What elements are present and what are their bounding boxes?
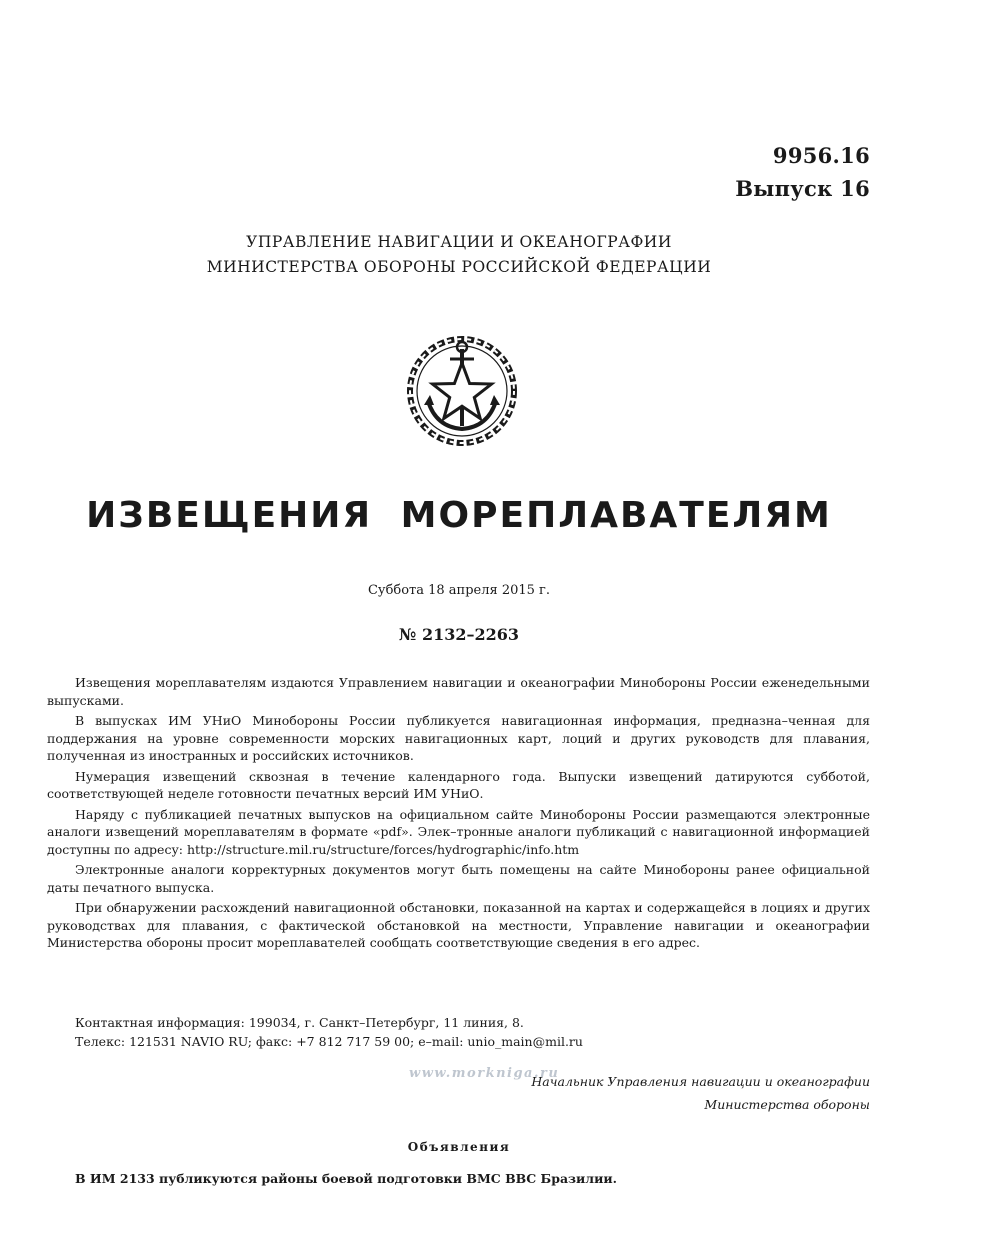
paragraph: Наряду с публикацией печатных выпусков на официальном сайте Минобороны России размещаются электронные аналоги извещений мореплавателям в формате «pdf». Элек–тронные аналоги публикаций с навигационной информацией доступны по адресу: http://structure.mil.ru/structure/forces/hydrographic/info.htm [47,806,870,857]
contact-telex-fax-email: Телекс: 121531 NAVIO RU; факс: +7 812 717 59 00; e–mail: unio_main@mil.ru [75,1034,583,1049]
issue-number: Выпуск 16 [735,176,870,201]
document-number: 9956.16 [772,143,870,168]
announcement-text: В ИМ 2133 публикуются районы боевой подготовки ВМС ВВС Бразилии. [75,1171,618,1186]
contact-address: Контактная информация: 199034, г. Санкт–Петербург, 11 линия, 8. [75,1015,524,1030]
agency-name-line-2: МИНИСТЕРСТВА ОБОРОНЫ РОССИЙСКОЙ ФЕДЕРАЦИИ [206,258,712,276]
body-text [47,674,870,955]
agency-name-line-1: УПРАВЛЕНИЕ НАВИГАЦИИ И ОКЕАНОГРАФИИ [246,233,672,251]
paragraph: Нумерация извещений сквозная в течение календарного года. Выпуски извещений датируются субботой, соответствующей неделе готовности печатных версий ИМ УНиО. [47,768,870,801]
paragraph: Извещения мореплавателям издаются Управлением навигации и океанографии Минобороны России еженедельными выпусками. [47,675,870,708]
paragraph: При обнаружении расхождений навигационной обстановки, показанной на картах и содержащейся в лоциях и других руководствах для плавания, с фактической обстановкой на местности, Управление навигации и океанографии Министерства обороны просит мореплавателей сообщать соответствующие сведения в его адрес. [47,900,870,950]
paragraph: В выпусках ИМ УНиО Минобороны России публикуется навигационная информация, предназна–ченная для поддержания на уровне современности морских навигационных карт, лоций и других руководств для плавания, полученная из иностранных и российских источников. [47,713,870,763]
signature-line-1: Начальник Управления навигации и океанографии [531,1074,870,1089]
notice-number-range: № 2132–2263 [398,625,520,644]
paragraph: Электронные аналоги корректурных документов могут быть помещены на сайте Минобороны ранее официальной даты печатного выпуска. [47,862,870,895]
signature-line-2: Министерства обороны [704,1097,870,1112]
announcements-heading: Объявления [407,1140,511,1154]
issue-date: Суббота 18 апреля 2015 г. [367,583,550,598]
page-title: ИЗВЕЩЕНИЯ МОРЕПЛАВАТЕЛЯМ [86,495,832,536]
naval-anchor-star-emblem-icon [402,331,522,451]
watermark: www.morkniga.ru [409,1066,560,1081]
